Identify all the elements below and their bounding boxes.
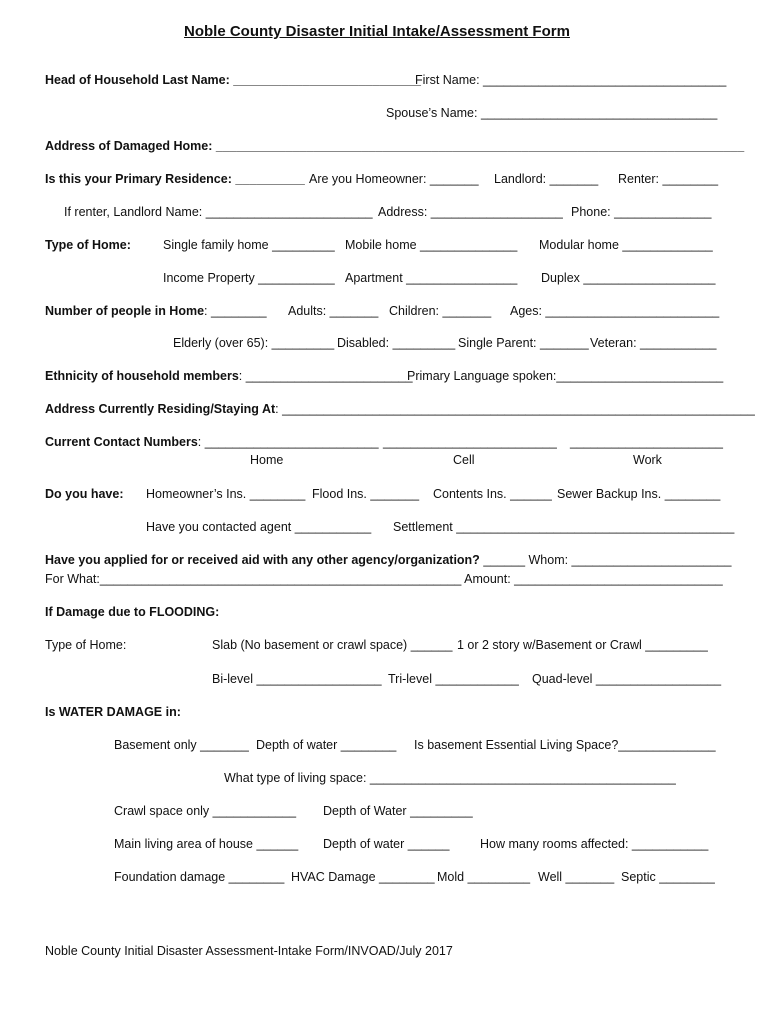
rooms-affected-field[interactable]: How many rooms affected: ___________ bbox=[480, 837, 709, 851]
contact-work-caption: Work bbox=[633, 453, 662, 467]
homeowners-ins-field[interactable]: Homeowner’s Ins. ________ bbox=[146, 487, 306, 501]
contact-cell-field[interactable]: _________________________ bbox=[383, 435, 557, 449]
crawl-space-field[interactable]: Crawl space only ____________ bbox=[114, 804, 297, 818]
head-last-name-field[interactable]: Head of Household Last Name: ___________________________ bbox=[45, 73, 421, 87]
hvac-damage-field[interactable]: HVAC Damage ________ bbox=[291, 870, 435, 884]
for-what-field[interactable]: For What:____________________________________________________ Amount: ______________________________ bbox=[45, 572, 723, 586]
quad-level-field[interactable]: Quad-level __________________ bbox=[532, 672, 722, 686]
basement-essential-field[interactable]: Is basement Essential Living Space?______________ bbox=[414, 738, 716, 752]
septic-field[interactable]: Septic ________ bbox=[621, 870, 715, 884]
type-of-home-label: Type of Home: bbox=[45, 238, 131, 252]
ethnicity-label: Ethnicity of household members bbox=[45, 369, 239, 383]
applied-aid-blank: ______ Whom: _______________________ bbox=[483, 553, 732, 567]
first-name-field[interactable]: First Name: ___________________________________ bbox=[415, 73, 727, 87]
living-space-type-field[interactable]: What type of living space: ____________________________________________ bbox=[224, 771, 676, 785]
page-title: Noble County Disaster Initial Intake/Assessment Form bbox=[184, 23, 570, 40]
contents-ins-field[interactable]: Contents Ins. ______ bbox=[433, 487, 552, 501]
main-living-field[interactable]: Main living area of house ______ bbox=[114, 837, 299, 851]
elderly-field[interactable]: Elderly (over 65): _________ bbox=[173, 336, 335, 350]
bi-level-field[interactable]: Bi-level __________________ bbox=[212, 672, 382, 686]
settlement-field[interactable]: Settlement ________________________________________ bbox=[393, 520, 735, 534]
well-field[interactable]: Well _______ bbox=[538, 870, 615, 884]
contact-home-field[interactable] bbox=[45, 436, 379, 449]
apartment-field[interactable]: Apartment ________________ bbox=[345, 271, 518, 285]
num-people-field[interactable] bbox=[45, 305, 267, 318]
basement-only-field[interactable]: Basement only _______ bbox=[114, 738, 249, 752]
do-you-have-label: Do you have: bbox=[45, 487, 124, 501]
children-field[interactable]: Children: _______ bbox=[389, 304, 492, 318]
contact-cell-caption: Cell bbox=[453, 453, 475, 467]
water-damage-header: Is WATER DAMAGE in: bbox=[45, 705, 181, 719]
contact-work-field[interactable]: ______________________ bbox=[570, 435, 723, 449]
foundation-damage-field[interactable]: Foundation damage ________ bbox=[114, 870, 285, 884]
contact-label: Current Contact Numbers bbox=[45, 435, 198, 449]
landlord-name-field[interactable]: If renter, Landlord Name: ________________________ bbox=[64, 205, 373, 219]
duplex-field[interactable]: Duplex ___________________ bbox=[541, 271, 716, 285]
veteran-field[interactable]: Veteran: ___________ bbox=[590, 336, 717, 350]
num-people-blank: : ________ bbox=[204, 304, 267, 318]
num-people-label: Number of people in Home bbox=[45, 304, 205, 318]
landlord-address-field[interactable]: Address: ___________________ bbox=[378, 205, 563, 219]
modular-home-field[interactable]: Modular home _____________ bbox=[539, 238, 713, 252]
mobile-home-field[interactable]: Mobile home ______________ bbox=[345, 238, 518, 252]
one-two-story-field[interactable]: 1 or 2 story w/Basement or Crawl _________ bbox=[457, 638, 708, 652]
ethnicity-blank: : ________________________ bbox=[238, 369, 413, 383]
language-field[interactable]: Primary Language spoken:________________________ bbox=[407, 369, 724, 383]
applied-aid-label: Have you applied for or received aid with any other agency/organization? bbox=[45, 553, 480, 567]
ages-field[interactable]: Ages: _________________________ bbox=[510, 304, 720, 318]
sewer-ins-field[interactable]: Sewer Backup Ins. ________ bbox=[557, 487, 721, 501]
single-family-field[interactable]: Single family home _________ bbox=[163, 238, 335, 252]
adults-field[interactable]: Adults: _______ bbox=[288, 304, 379, 318]
depth-water-basement-field[interactable]: Depth of water ________ bbox=[256, 738, 397, 752]
contacted-agent-field[interactable]: Have you contacted agent ___________ bbox=[146, 520, 372, 534]
residing-blank: : ____________________________________________________________________ bbox=[275, 402, 755, 416]
disabled-field[interactable]: Disabled: _________ bbox=[337, 336, 456, 350]
landlord-field[interactable]: Landlord: _______ bbox=[494, 172, 599, 186]
homeowner-field[interactable]: Are you Homeowner: _______ bbox=[309, 172, 479, 186]
applied-aid-field[interactable] bbox=[45, 554, 731, 567]
flood-type-label: Type of Home: bbox=[45, 638, 127, 652]
spouse-name-field[interactable]: Spouse’s Name: __________________________________ bbox=[386, 106, 718, 120]
income-property-field[interactable]: Income Property ___________ bbox=[163, 271, 335, 285]
residing-address-field[interactable] bbox=[45, 403, 755, 416]
contact-home-caption: Home bbox=[250, 453, 284, 467]
mold-field[interactable]: Mold _________ bbox=[437, 870, 531, 884]
landlord-phone-field[interactable]: Phone: ______________ bbox=[571, 205, 712, 219]
single-parent-field[interactable]: Single Parent: _______ bbox=[458, 336, 589, 350]
residing-label: Address Currently Residing/Staying At bbox=[45, 402, 276, 416]
renter-field[interactable]: Renter: ________ bbox=[618, 172, 719, 186]
flood-header: If Damage due to FLOODING: bbox=[45, 605, 220, 619]
slab-field[interactable]: Slab (No basement or crawl space) ______ bbox=[212, 638, 453, 652]
depth-water-main-field[interactable]: Depth of water ______ bbox=[323, 837, 450, 851]
contact-blank-home: : _________________________ bbox=[197, 435, 379, 449]
address-damaged-field[interactable]: Address of Damaged Home: ____________________________________________________________________________ bbox=[45, 139, 745, 153]
tri-level-field[interactable]: Tri-level ____________ bbox=[388, 672, 519, 686]
flood-ins-field[interactable]: Flood Ins. _______ bbox=[312, 487, 420, 501]
ethnicity-field[interactable] bbox=[45, 370, 413, 383]
footer-text: Noble County Initial Disaster Assessment-Intake Form/INVOAD/July 2017 bbox=[45, 944, 453, 958]
depth-water-crawl-field[interactable]: Depth of Water _________ bbox=[323, 804, 473, 818]
primary-residence-field[interactable]: Is this your Primary Residence: __________ bbox=[45, 172, 305, 186]
